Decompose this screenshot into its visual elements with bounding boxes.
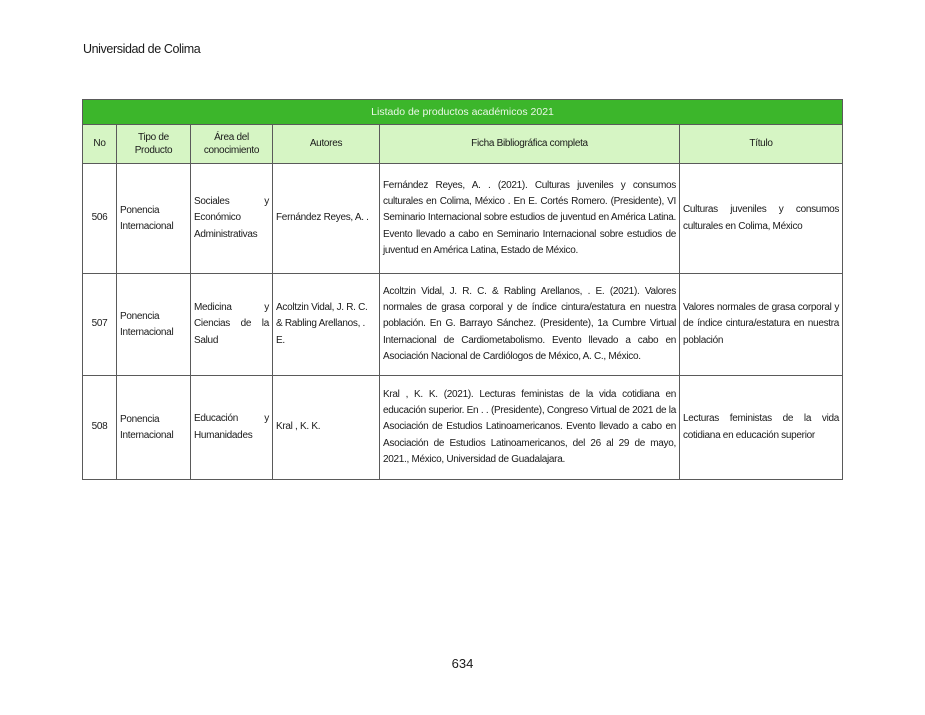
cell-no: 507 [83,274,117,376]
column-header-tipo: Tipo de Producto [117,125,191,164]
page-number: 634 [451,656,474,671]
cell-titulo: Culturas juveniles y consumos culturales en Colima, México [680,164,843,274]
cell-tipo: Ponencia Internacional [117,376,191,480]
column-header-ficha: Ficha Bibliográfica completa [380,125,680,164]
cell-area: Educación y Humanidades [191,376,273,480]
cell-no: 508 [83,376,117,480]
column-header-no: No [83,125,117,164]
table-row [83,274,843,376]
cell-autores: Fernández Reyes, A. . [273,164,380,274]
table-row [83,164,843,274]
cell-ficha: Fernández Reyes, A. . (2021). Culturas juveniles y consumos culturales en Colima, México . En E. Cortés Romero. (Presidente), VI Seminario Internacional sobre estudios de juventud en América Latina. Evento llevado a cabo en Seminario Internacional sobre estudios de juventud en América Latina, Estado de México. [380,164,680,274]
column-header-area: Área del conocimiento [191,125,273,164]
cell-ficha: Acoltzin Vidal, J. R. C. & Rabling Arellanos, . E. (2021). Valores normales de grasa corporal y de índice cintura/estatura en nuestra población. En G. Barrayo Sánchez. (Presidente), 1a Cumbre Virtual Internacional de Cardiometabolismo. Evento llevado a cabo en Asociación Nacional de Cardiólogos de México, A. C., México. [380,274,680,376]
column-header-autores: Autores [273,125,380,164]
cell-autores: Kral , K. K. [273,376,380,480]
cell-titulo: Lecturas feministas de la vida cotidiana en educación superior [680,376,843,480]
cell-area: Sociales y Económico Administrativas [191,164,273,274]
table-title: Listado de productos académicos 2021 [83,100,843,125]
page-header-institution: Universidad de Colima [83,42,201,56]
table-title-row [83,100,843,125]
cell-titulo: Valores normales de grasa corporal y de índice cintura/estatura en nuestra población [680,274,843,376]
academic-products-table [82,99,843,480]
table-header-row [83,125,843,164]
column-header-titulo: Título [680,125,843,164]
cell-no: 506 [83,164,117,274]
cell-autores: Acoltzin Vidal, J. R. C. & Rabling Arellanos, . E. [273,274,380,376]
cell-ficha: Kral , K. K. (2021). Lecturas feministas de la vida cotidiana en educación superior. En . . (Presidente), Congreso Virtual de 2021 de la Asociación de Estudios Latinoamericanos. Evento llevado a cabo en Asociación de Estudios Latinoamericanos, del 26 al 29 de mayo, 2021., México, Universidad de Guadalajara. [380,376,680,480]
cell-tipo: Ponencia Internacional [117,164,191,274]
cell-area: Medicina y Ciencias de la Salud [191,274,273,376]
table-row [83,376,843,480]
cell-tipo: Ponencia Internacional [117,274,191,376]
